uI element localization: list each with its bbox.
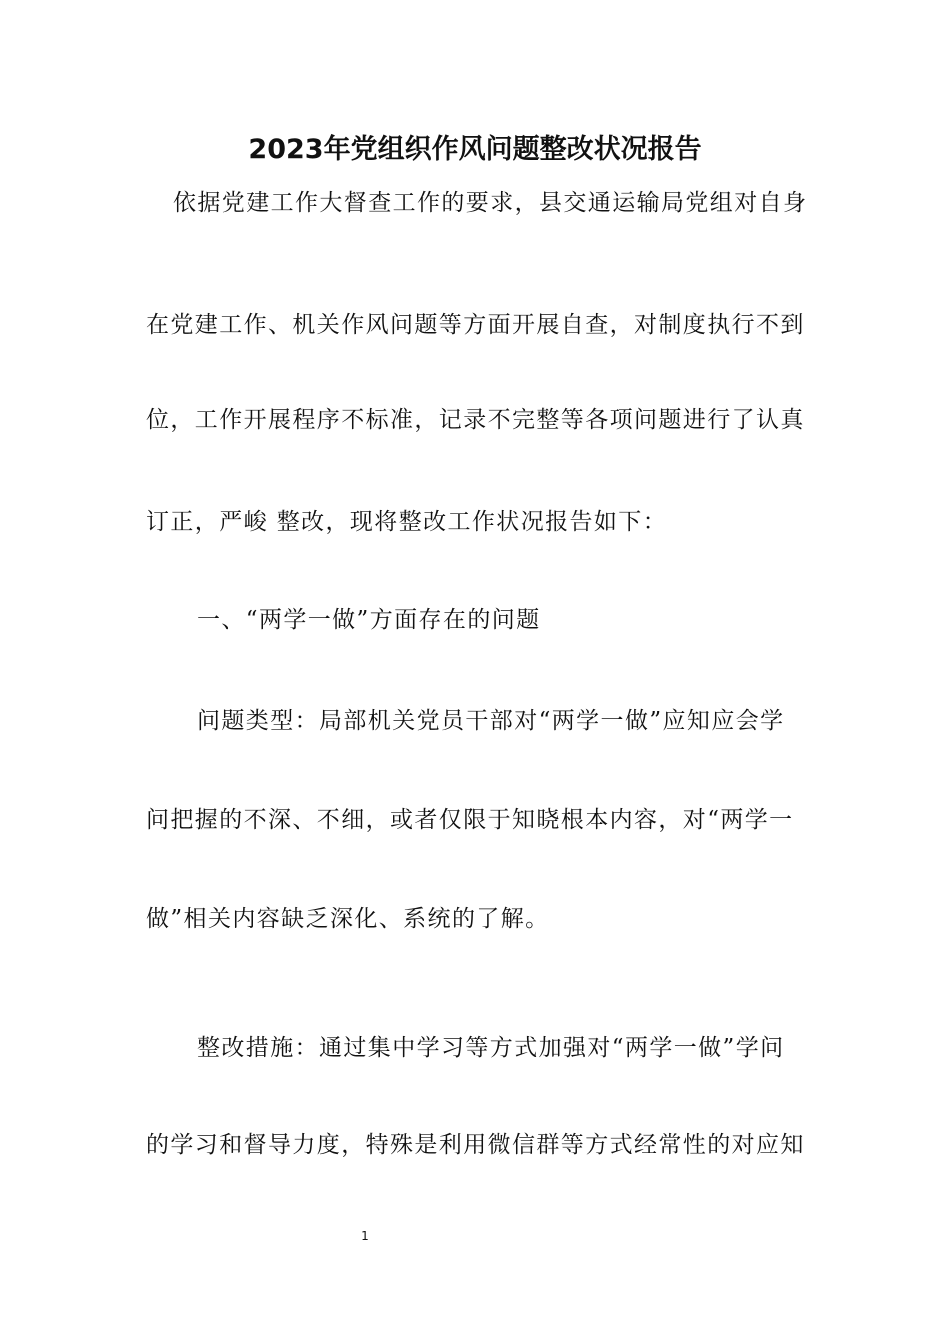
paragraph-line: 依据党建工作大督查工作的要求，县交通运输局党组对自身 <box>173 190 808 216</box>
paragraph-line: 在党建工作、机关作风问题等方面开展自查，对制度执行不到 <box>146 312 805 338</box>
document-title: 2023年党组织作风问题整改状况报告 <box>248 134 702 165</box>
page-number: 1 <box>361 1229 369 1243</box>
paragraph-line: 整改措施：通过集中学习等方式加强对“两学一做”学问 <box>197 1035 785 1061</box>
paragraph-line: 位，工作开展程序不标准，记录不完整等各项问题进行了认真 <box>146 407 805 433</box>
paragraph-line: 问题类型：局部机关党员干部对“两学一做”应知应会学 <box>197 708 785 734</box>
paragraph-line: 问把握的不深、不细，或者仅限于知晓根本内容，对“两学一 <box>146 807 794 833</box>
paragraph-line: 做”相关内容缺乏深化、系统的了解。 <box>146 906 550 932</box>
paragraph-line: 的学习和督导力度，特殊是利用微信群等方式经常性的对应知 <box>146 1132 805 1158</box>
section-heading: 一、“两学一做”方面存在的问题 <box>197 607 541 633</box>
paragraph-line: 订正，严峻 整改，现将整改工作状况报告如下： <box>146 509 668 535</box>
